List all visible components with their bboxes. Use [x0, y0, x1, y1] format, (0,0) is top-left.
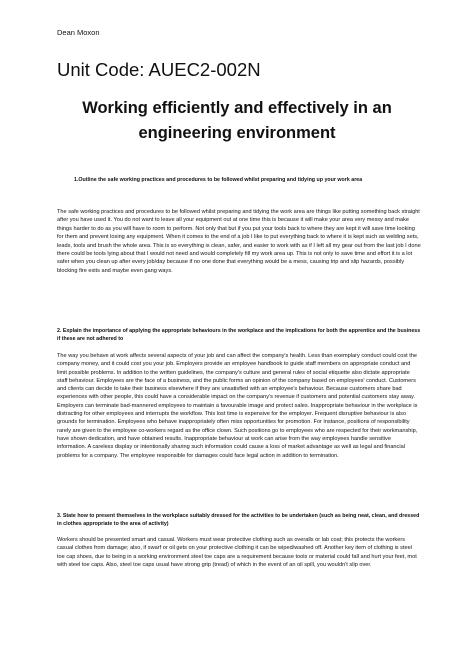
unit-code: Unit Code: AUEC2-002N	[57, 59, 261, 80]
section-2-body: The way you behave at work affects several aspects of your job and can affect the company's health. Less than exemplary conduct could cost the company money, and it could cost you your job. Employers provide an employee handbook to guide staff members on appropriate conduct and limit possible problems. In addition to the written guidelines, the company's culture and general rules of social etiquette also dictate appropriate staff behaviour. Employees are the face of a business, and the public forms an opinion of the company based on employees' conduct. Customers and clients can decide to take their business elsewhere if they are unsatisfied with an employee's behaviour. Because customers share bad experiences with other people, this could have a considerable impact on the company's revenue if customers and potential customers stay away. Employers can terminate bad-mannered employees to maintain a favourable image and protect sales. Inappropriate behaviour in the workplace is distracting for other employees and interrupts the workflow. This lost time is expensive for the employer. Frequent disruptive behaviour is also grounds for termination. Employees who behave inappropriately often miss opportunities for promotion. For instance, positions of responsibility rarely are given to the employee co-workers regard as the office clown. Such positions go to employees who are respected for their workmanship, have shown dedication, and have obtained results. Inappropriate behaviour at work can arise from the way employees handle sensitive information. A careless display or intentionally sharing such information could cause a loss of market advantage as well as legal and financial problems for a company. The employee responsible for damages could face legal action in addition to termination.	[57, 353, 418, 459]
document-title: Working efficiently and effectively in an engineering environment	[82, 99, 392, 142]
author-name: Dean Moxon	[57, 28, 100, 37]
section-1-heading: 1.Outline the safe working practices and procedures to be followed whilst preparing and tidying up your work area	[74, 177, 363, 183]
section-3-body: Workers should be presented smart and casual. Workers must wear protective clothing such as overalls or lab coat; this protects the workers casual clothes from damage; also, if swarf or oil gets on your protective clothing it can be wiped/washed off. Another key item of clothing is steel toe cap shoes, due to being in a working environment steel toe caps are a requirement because tools or material could fall and hurt your feet, mot with steel toe caps. Also, steel toe caps usual have strong grip (tread) of which in the event of an oil spill, you wouldn't slip over.	[57, 537, 417, 569]
section-3-heading: 3. State how to present themselves in the workplace suitably dressed for the activities to be undertaken (such as being neat, clean, and dressed in clothes appropriate to the area of activity)	[57, 513, 420, 528]
section-1-body: The safe working practices and procedures to be followed whilst preparing and tidying the work area are things like putting something back straight after you have used it. You do not want to leave all your equipment out at one time this is because it will make your area very messy and make things harder to do as you will have to room to perform. Not only that but if you put your tools back to where they are kept it will save time looking for them and prevent losing any equipment. When it comes to the end of a job I like to put everything back to where it is kept such as welding sets, leads, tools and brush the whole area. This is so everything is clean, safer, and easier to work with as if I left all my gear out from the last job I done there could be tools lying about that I would not need and would completely fill my work area up. This is not only to save time and effort it is a lot safer when you clean up after every job/day because if no one done that everything would be a mess, causing trip and slip hazards, possibly blocking fire exits and maybe even gang ways.	[57, 209, 421, 274]
section-2-heading: 2. Explain the importance of applying the appropriate behaviours in the workplace and the implications for both the apprentice and the business if these are not adhered to	[57, 328, 421, 343]
